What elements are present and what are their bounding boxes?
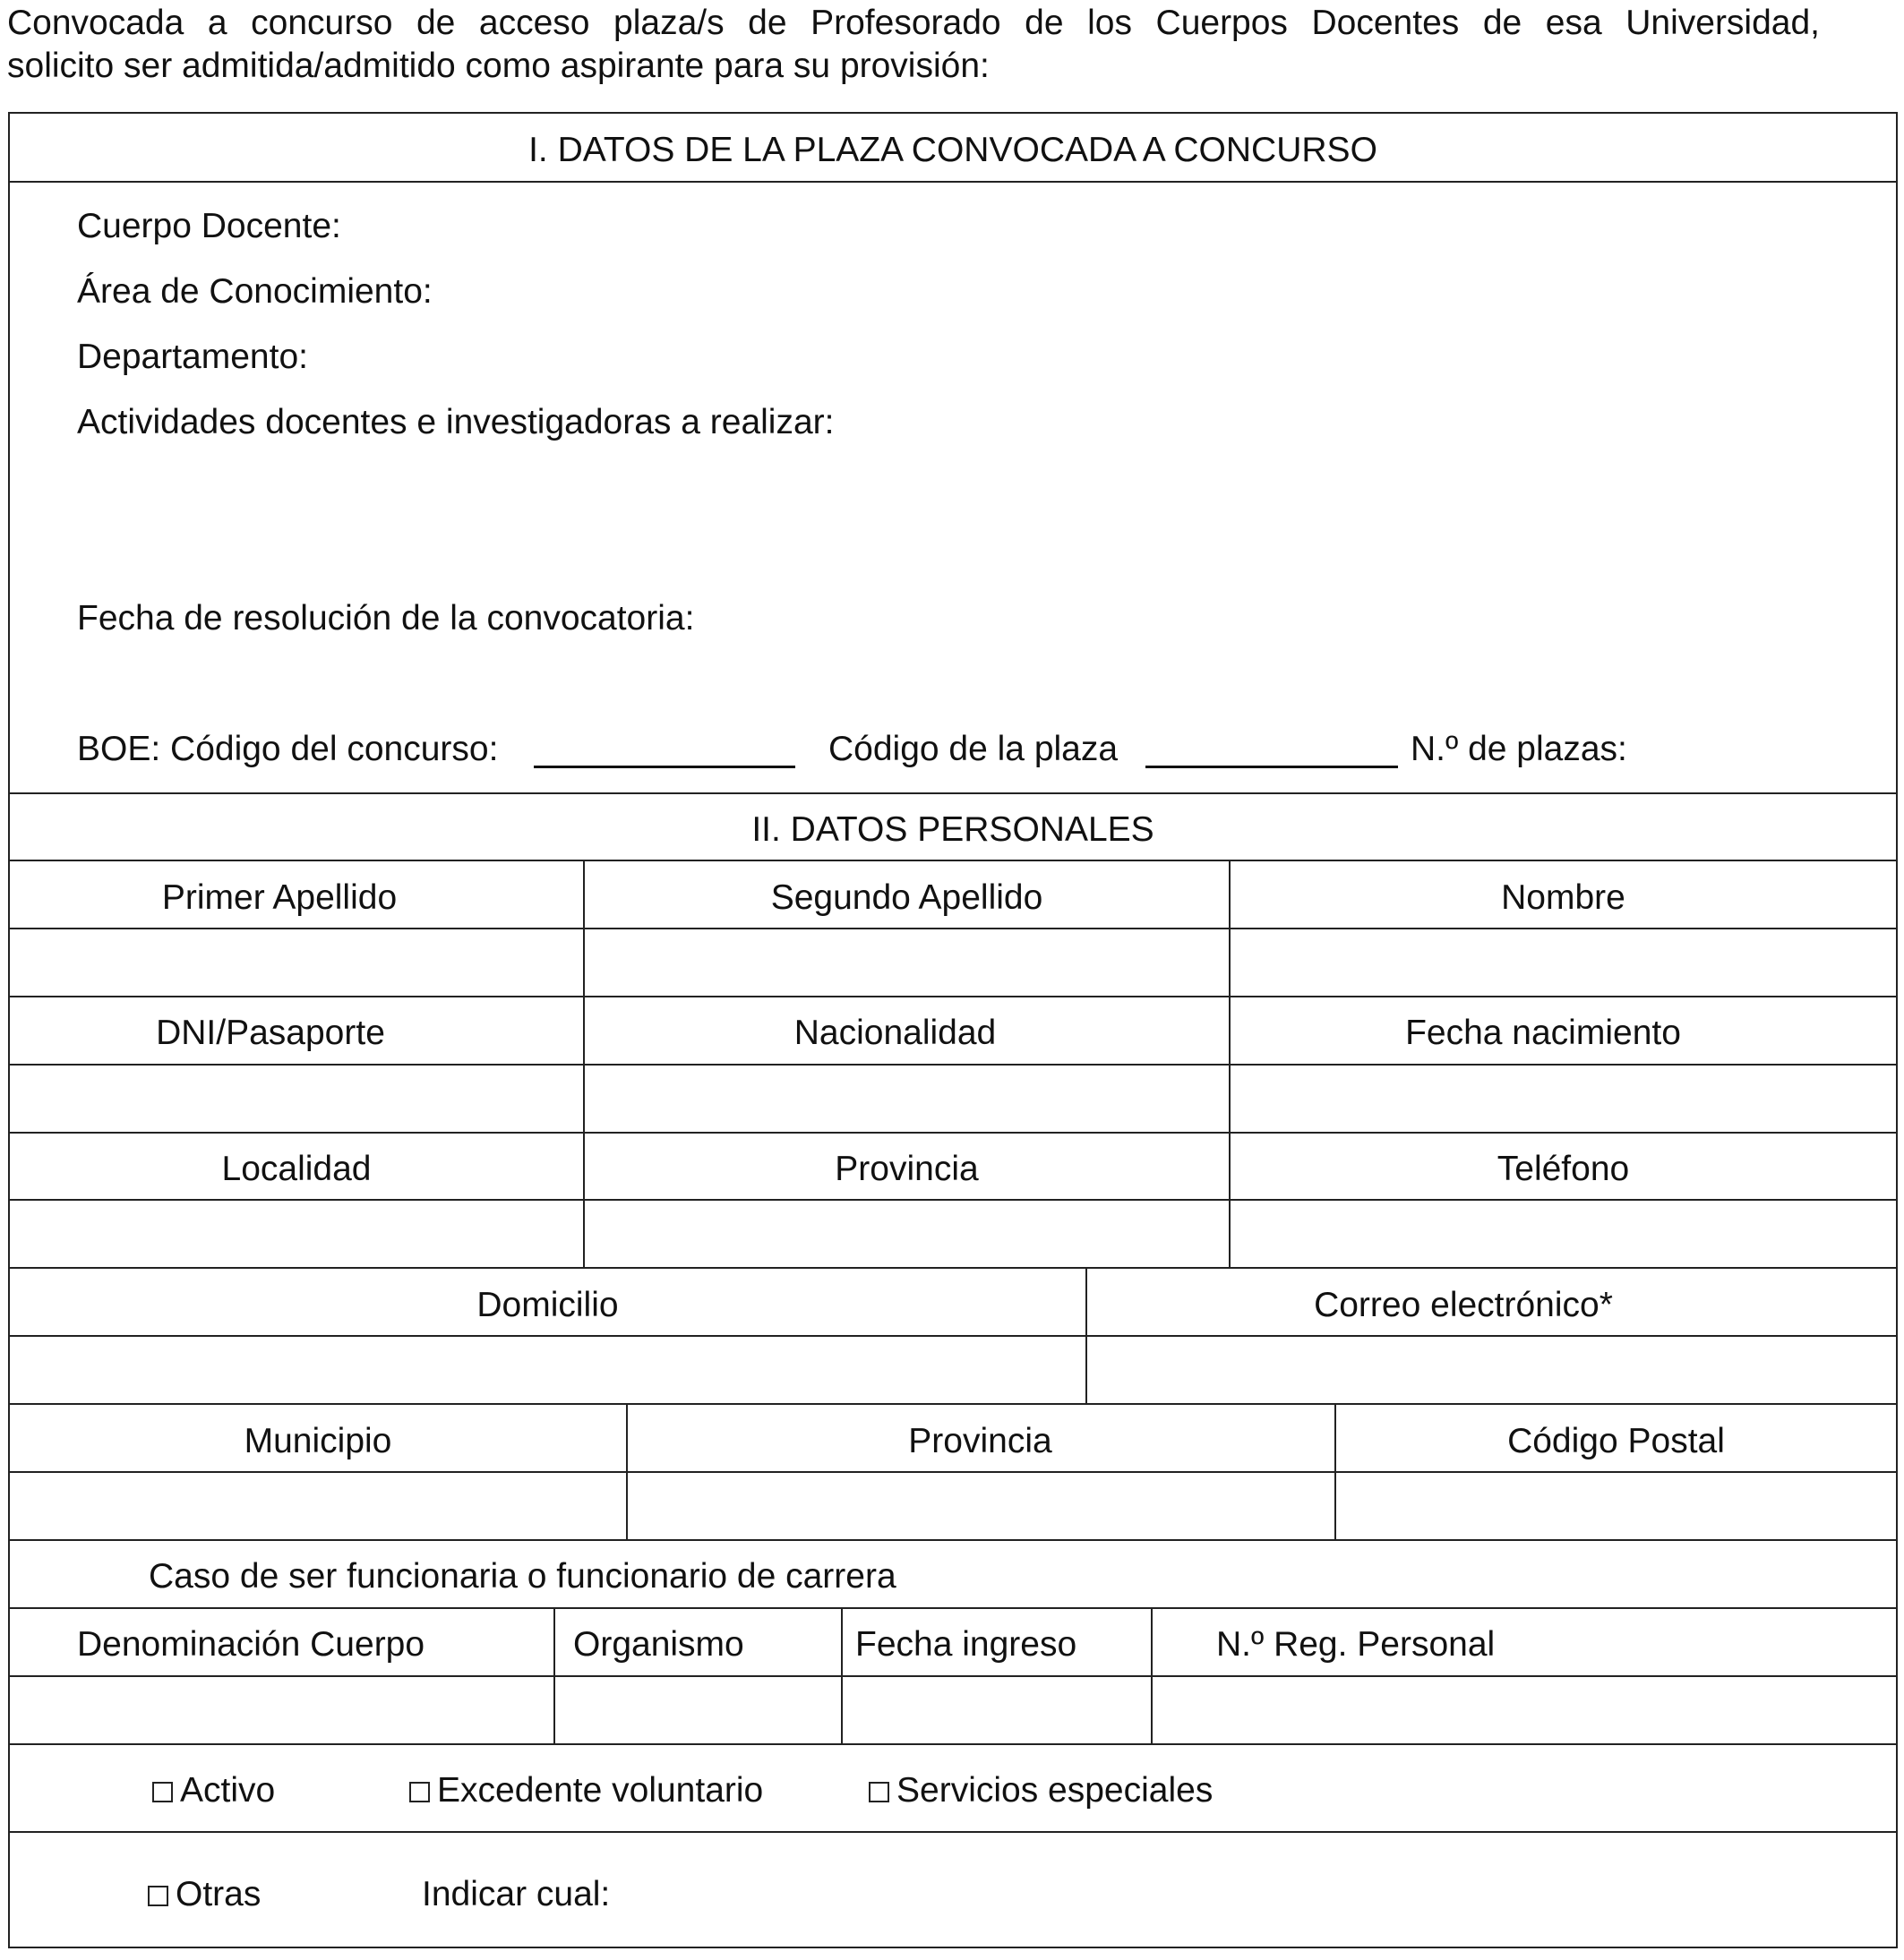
- divider: [10, 1831, 1896, 1833]
- provincia-header: Provincia: [835, 1150, 979, 1188]
- intro-paragraph: [7, 2, 1820, 88]
- checkbox-servicios[interactable]: [869, 1773, 1213, 1808]
- section-2-title: II. DATOS PERSONALES: [751, 810, 1154, 849]
- divider: [1151, 1607, 1153, 1743]
- codigo-postal-header: Código Postal: [1507, 1422, 1725, 1460]
- actividades-label: Actividades docentes e investigadoras a realizar:: [77, 403, 835, 441]
- checkbox-excedente[interactable]: [409, 1773, 763, 1808]
- divider: [10, 181, 1896, 183]
- departamento-label: Departamento:: [77, 338, 308, 376]
- codigo-plaza-field[interactable]: [1145, 735, 1398, 768]
- boe-codigo-label: BOE: Código del concurso:: [77, 730, 499, 768]
- divider: [10, 792, 1896, 794]
- divider: [10, 1607, 1896, 1609]
- nacionalidad-input[interactable]: [585, 1066, 1229, 1131]
- organismo-header: Organismo: [573, 1625, 744, 1664]
- section-1-title: I. DATOS DE LA PLAZA CONVOCADA A CONCURSO: [528, 131, 1377, 169]
- application-form: [8, 112, 1898, 1948]
- correo-input[interactable]: [1087, 1337, 1898, 1402]
- provincia-2-header: Provincia: [908, 1422, 1052, 1460]
- divider: [583, 860, 585, 1267]
- checkbox-otras[interactable]: [148, 1877, 261, 1912]
- nombre-header: Nombre: [1501, 878, 1625, 917]
- checkbox-icon[interactable]: [148, 1886, 168, 1906]
- codigo-plaza-label: Código de la plaza: [828, 730, 1119, 768]
- localidad-header: Localidad: [221, 1150, 372, 1188]
- intro-line-1: Convocada a concurso de acceso plaza/s de Profesorado de los Cuerpos Docentes de esa Universidad,: [7, 4, 1820, 42]
- fecha-ingreso-input[interactable]: [843, 1677, 1150, 1742]
- divider: [1085, 1267, 1087, 1403]
- organismo-input[interactable]: [555, 1677, 840, 1742]
- municipio-header: Municipio: [244, 1422, 392, 1460]
- fecha-resolucion-label: Fecha de resolución de la convocatoria:: [77, 599, 695, 638]
- divider: [10, 1403, 1896, 1405]
- checkbox-icon[interactable]: [869, 1782, 889, 1802]
- segundo-apellido-input[interactable]: [585, 929, 1229, 995]
- divider: [841, 1607, 843, 1743]
- codigo-concurso-field[interactable]: [534, 735, 795, 768]
- checkbox-activo[interactable]: [152, 1773, 275, 1808]
- divider: [10, 1267, 1896, 1269]
- telefono-header: Teléfono: [1497, 1150, 1630, 1188]
- fecha-nacimiento-header: Fecha nacimiento: [1405, 1014, 1681, 1052]
- divider: [1229, 860, 1231, 1267]
- provincia-2-input[interactable]: [628, 1473, 1334, 1538]
- area-conocimiento-label: Área de Conocimiento:: [77, 272, 433, 311]
- divider: [10, 1132, 1896, 1134]
- codigo-postal-input[interactable]: [1336, 1473, 1898, 1538]
- primer-apellido-header: Primer Apellido: [161, 878, 398, 917]
- divider: [626, 1403, 628, 1539]
- primer-apellido-input[interactable]: [10, 929, 583, 995]
- denominacion-cuerpo-input[interactable]: [10, 1677, 553, 1742]
- fecha-ingreso-header: Fecha ingreso: [855, 1625, 1077, 1664]
- indicar-label: Indicar cual:: [422, 1875, 611, 1913]
- divider: [10, 860, 1896, 861]
- checkbox-icon[interactable]: [409, 1782, 430, 1802]
- divider: [10, 1539, 1896, 1541]
- divider: [1334, 1403, 1336, 1539]
- dni-header: DNI/Pasaporte: [156, 1014, 385, 1052]
- servicios-label: Servicios especiales: [896, 1771, 1214, 1810]
- excedente-label: Excedente voluntario: [437, 1771, 764, 1810]
- dni-input[interactable]: [10, 1066, 583, 1131]
- domicilio-input[interactable]: [10, 1337, 1085, 1402]
- divider: [10, 996, 1896, 997]
- n-reg-personal-header: N.º Reg. Personal: [1216, 1625, 1496, 1664]
- intro-line-2: solicito ser admitida/admitido como aspirante para su provisión:: [7, 47, 990, 85]
- provincia-input[interactable]: [585, 1201, 1229, 1266]
- fecha-nacimiento-input[interactable]: [1231, 1066, 1898, 1131]
- domicilio-header: Domicilio: [476, 1286, 619, 1324]
- nacionalidad-header: Nacionalidad: [793, 1014, 997, 1052]
- telefono-input[interactable]: [1231, 1201, 1898, 1266]
- n-reg-personal-input[interactable]: [1153, 1677, 1898, 1742]
- nombre-input[interactable]: [1231, 929, 1898, 995]
- correo-header: Correo electrónico*: [1314, 1286, 1613, 1324]
- cuerpo-docente-label: Cuerpo Docente:: [77, 207, 341, 245]
- localidad-input[interactable]: [10, 1201, 583, 1266]
- divider: [553, 1607, 555, 1743]
- otras-label: Otras: [176, 1875, 262, 1913]
- funcionario-title: Caso de ser funcionaria o funcionario de carrera: [149, 1557, 896, 1596]
- activo-label: Activo: [180, 1771, 276, 1810]
- municipio-input[interactable]: [10, 1473, 625, 1538]
- indicar-input[interactable]: [655, 1842, 1891, 1940]
- segundo-apellido-header: Segundo Apellido: [770, 878, 1043, 917]
- denominacion-cuerpo-header: Denominación Cuerpo: [77, 1625, 425, 1664]
- divider: [10, 1743, 1896, 1745]
- n-plazas-label: N.º de plazas:: [1411, 730, 1627, 768]
- checkbox-icon[interactable]: [152, 1782, 173, 1802]
